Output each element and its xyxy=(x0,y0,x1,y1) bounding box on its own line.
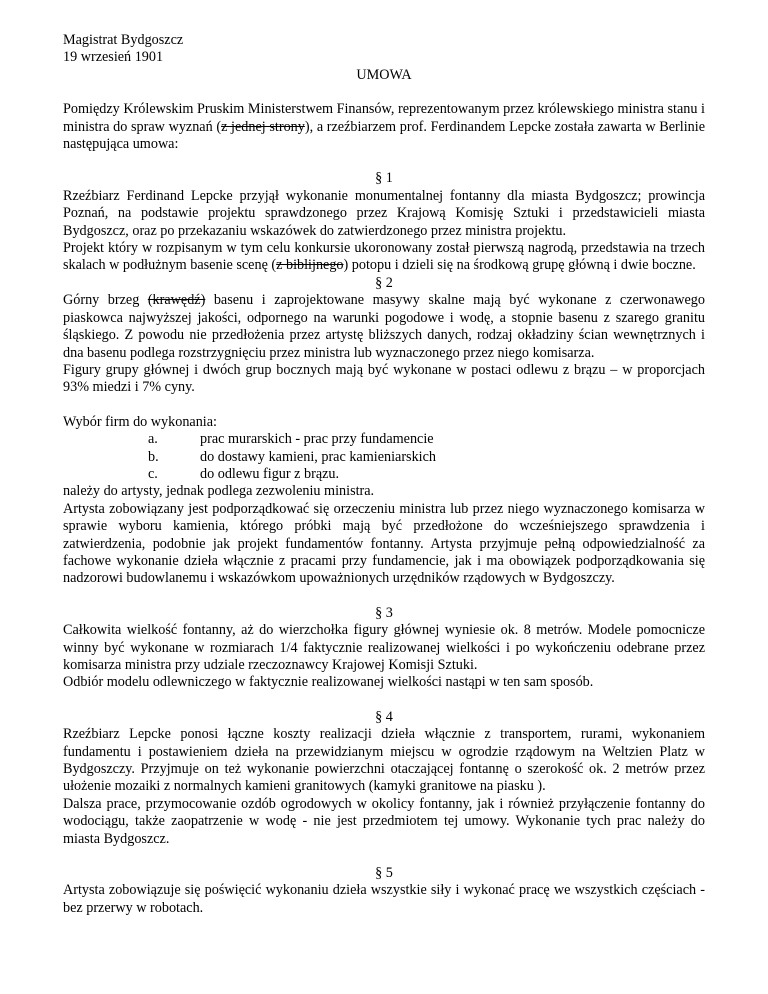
section-1-heading: § 1 xyxy=(375,170,393,187)
section-2-paragraph-4: Artysta zobowiązany jest podporządkować się orzeczeniu ministra lub przez niego wyznaczonego komisarza w sprawie wyboru kamienia, którego próbki mają być przedłożone do wcześniejszego sprawdzenia i zatwierdzenia, podobnie jak projekt fundamentów fontanny. Artysta przyjmuje pełną odpowiedzialność za fachowe wykonanie dzieła włącznie z pracami przy fundamencie, jak i ma obowiązek podporządkowania się nadzorowi budowlanemu i wskazówkom upoważnionych urzędników rządowych w Bydgoszczy. xyxy=(63,500,705,587)
struck-text: z biblijnego xyxy=(276,257,344,274)
section-5-paragraph-1: Artysta zobowiązuje się poświęcić wykonaniu dzieła wszystkie siły i wykonać pracę we wszystkich częściach - bez przerwy w robotach. xyxy=(63,882,705,916)
section-2-paragraph-2: Figury grupy głównej i dwóch grup bocznych mają być wykonane w postaci odlewu z brązu – w proporcjach 93% miedzi i 7% cyny. xyxy=(63,361,705,396)
date-line: 19 wrzesień 1901 xyxy=(63,49,164,66)
intro-paragraph: Pomiędzy Królewskim Pruskim Ministerstwem Finansów, reprezentowanym przez królewskiego ministra stanu i ministra do spraw wyznań (z jednej strony), a rzeźbiarzem prof. Ferdinandem Lepcke została zawarta w Berlinie następująca umowa: xyxy=(63,101,705,153)
section-4-heading: § 4 xyxy=(375,708,393,725)
section-5-heading: § 5 xyxy=(375,865,393,882)
choice-intro: Wybór firm do wykonania: xyxy=(63,413,217,430)
list-item: a. prac murarskich - prac przy fundamencie xyxy=(148,431,434,448)
section-1-paragraph-1: Rzeźbiarz Ferdinand Lepcke przyjął wykonanie monumentalnej fontanny dla miasta Bydgoszcz; prowincja Poznań, na podstawie projektu sprawdzonego przez Krajową Komisję Sztuki i przedstawicieli miasta Bydgoszcz, oraz po przekazaniu wskazówek do zatwierdzonego przez ministra projektu. xyxy=(63,187,705,239)
spacer xyxy=(63,84,705,101)
section-2-paragraph-3: należy do artysty, jednak podlega zezwoleniu ministra. xyxy=(63,483,375,500)
list-item: b. do dostawy kamieni, prac kamieniarskich xyxy=(148,448,436,465)
section-3-paragraph-1: Całkowita wielkość fontanny, aż do wierzchołka figury głównej wyniesie ok. 8 metrów. Modele pomocnicze winny być wykonane w rozmiarach 1/4 faktycznie realizowanej wielkości i po wykończeniu odebrane przez komisarza ministra przy udziale rzeczoznawcy Krajowej Komisji Sztuki. xyxy=(63,622,705,673)
section-3-paragraph-2: Odbiór modelu odlewniczego w faktycznie realizowanej wielkości nastąpi w ten sam sposób. xyxy=(63,674,594,691)
section-4-paragraph-2: Dalsza prace, przymocowanie ozdób ogrodowych w okolicy fontanny, jak i również przyłączenie fontanny do wodociągu, także zaopatrzenie w wodę - nie jest przedmiotem tej umowy. Wykonanie tych prac należy do miasta Bydgoszcz. xyxy=(63,795,705,847)
section-4-paragraph-1: Rzeźbiarz Lepcke ponosi łączne koszty realizacji dzieła włącznie z transportem, rurami, wykonaniem fundamentu i postawieniem dzieła na przewidzianym miejscu w ogrodzie rządowym na Weltzien Platz w Bydgoszczy. Przyjmuje on też wykonanie powierzchni otaczającej fontannę o szerokość ok. 2 metrów przez ułożenie mozaiki z normalnych kamieni granitowych (kamyki granitowe na piasku ). xyxy=(63,726,705,795)
list-item: c. do odlewu figur z brązu. xyxy=(148,465,340,482)
struck-text: (krawędź) xyxy=(147,292,206,309)
section-3-heading: § 3 xyxy=(375,604,393,621)
spacer xyxy=(63,153,705,170)
document-page xyxy=(63,32,705,917)
section-2-heading: § 2 xyxy=(375,274,393,291)
document-title: UMOWA xyxy=(356,66,412,83)
struck-text: z jednej strony xyxy=(221,118,305,135)
spacer xyxy=(63,397,705,414)
spacer xyxy=(63,692,705,709)
issuer-line: Magistrat Bydgoszcz xyxy=(63,32,184,48)
section-1-paragraph-2: Projekt który w rozpisanym w tym celu konkursie ukoronowany został pierwszą nagrodą, przedstawia na trzech skalach w podłużnym basenie scenę (z biblijnego) potopu i dzieli się na środkową grupę główną i dwie boczne. xyxy=(63,240,705,274)
spacer xyxy=(63,588,705,605)
section-2-paragraph-1: Górny brzeg (krawędź) basenu i zaprojektowane masywy skalne mają być wykonane z czerwonawego piaskowca najwyższej jakości, odpornego na warunki pogodowe i wodę, a stopnie basenu z szarego granitu śląskiego. Z powodu nie przedłożenia przez artystę bliższych danych, rodzaj okładziny ścian wewnętrznych i dna basenu podlega rozstrzygnięciu przez ministra lub wyznaczonego przez niego komisarza. xyxy=(63,292,705,361)
spacer xyxy=(63,848,705,865)
